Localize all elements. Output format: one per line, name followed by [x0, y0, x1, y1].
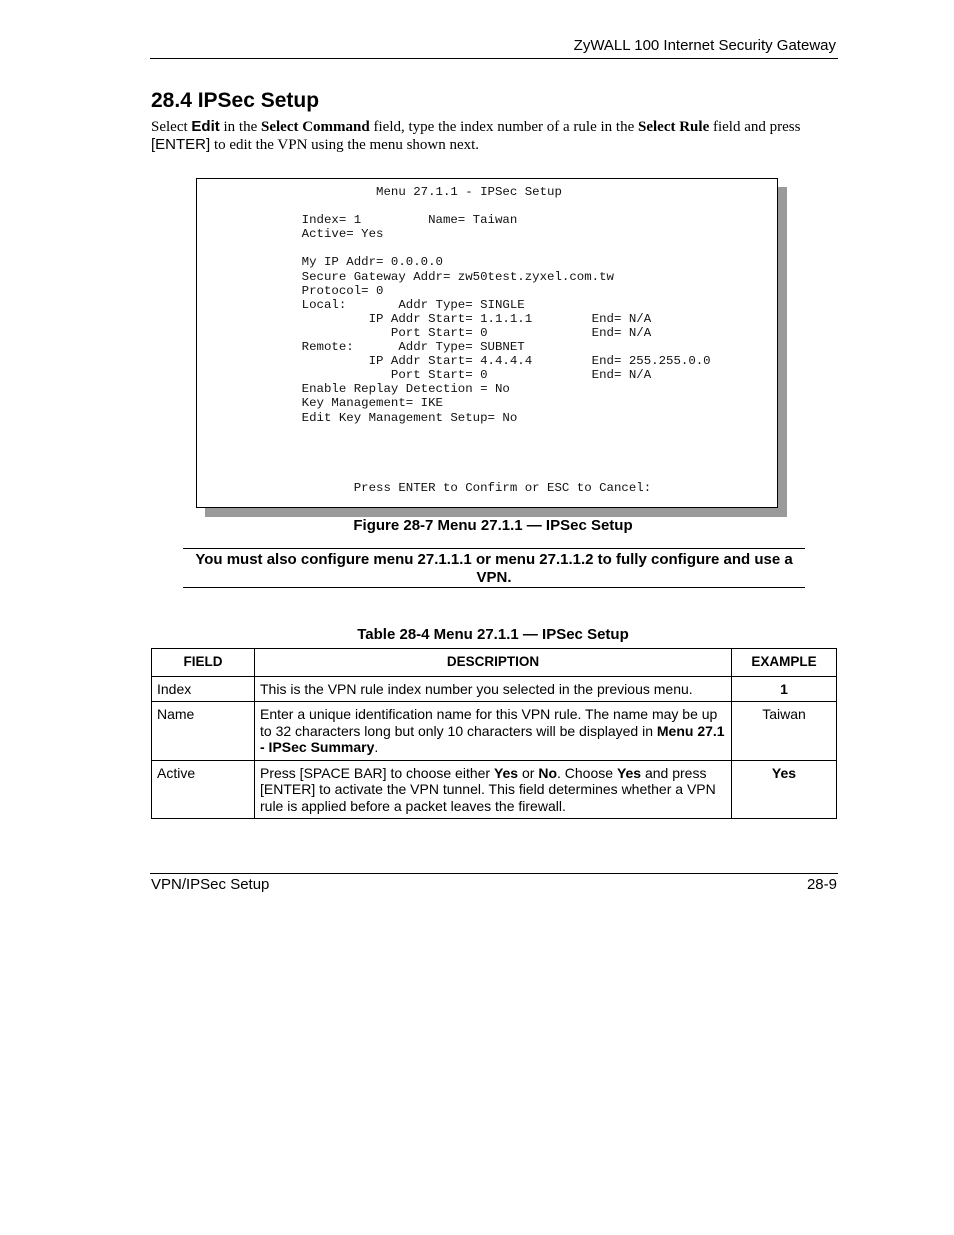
desc-text: . Choose: [557, 764, 617, 781]
page-number: 28-9: [806, 876, 837, 893]
desc-bold-term: Yes: [493, 764, 519, 781]
note-text: You must also configure menu 27.1.1.1 or menu 27.1.1.2 to fully configure and use a VPN.: [195, 551, 793, 586]
row-field: Name: [152, 702, 255, 761]
intro-text-3: field, type the index number of a rule in the: [369, 119, 638, 135]
intro-text-1: Select: [151, 119, 192, 135]
table-row: [152, 676, 837, 702]
intro-edit-term: Edit: [191, 118, 220, 135]
desc-bold-term: Yes: [616, 764, 642, 781]
field-table: [151, 648, 837, 819]
header-rule: [150, 58, 838, 59]
intro-select-command-term: Select Command: [261, 119, 370, 135]
intro-paragraph: [151, 118, 841, 154]
row-example: Yes: [732, 760, 837, 819]
header-description: DESCRIPTION: [255, 649, 732, 677]
row-example: 1: [732, 676, 837, 702]
terminal-screen: [196, 178, 778, 508]
footer-rule: [150, 873, 838, 874]
table-header-row: [152, 649, 837, 677]
desc-text: Press [SPACE BAR] to choose either: [260, 764, 494, 781]
note-box: [183, 548, 805, 588]
table-caption: Table 28-4 Menu 27.1.1 — IPSec Setup: [357, 626, 629, 643]
desc-bold-term: No: [538, 764, 557, 781]
footer-chapter: VPN/IPSec Setup: [151, 876, 270, 893]
table-row: [152, 702, 837, 761]
row-description: [255, 702, 732, 761]
intro-select-rule-term: Select Rule: [638, 119, 710, 135]
intro-enter-key: [ENTER]: [151, 136, 211, 153]
intro-text-2: in the: [219, 119, 261, 135]
header-field: FIELD: [152, 649, 255, 677]
desc-bold-term: Menu 27.1 - IPSec Summary: [260, 722, 725, 755]
row-example: Taiwan: [732, 702, 837, 761]
section-title: 28.4 IPSec Setup: [151, 89, 320, 112]
header-example: EXAMPLE: [732, 649, 837, 677]
desc-text: and press [ENTER] to activate the VPN tunnel. This field determines whether a VPN rule is applied before a packet leaves the firewall.: [260, 764, 716, 814]
row-description: [255, 760, 732, 819]
desc-text: or: [518, 764, 539, 781]
desc-text: This is the VPN rule index number you selected in the previous menu.: [260, 680, 693, 697]
intro-text-5: to edit the VPN using the menu shown next.: [210, 137, 480, 153]
desc-text: .: [374, 739, 379, 755]
desc-text: Enter a unique identification name for this VPN rule. The name may be up to 32 characters long but only 10 characters will be displayed in: [260, 706, 718, 739]
row-field: Active: [152, 760, 255, 819]
figure-caption: Figure 28-7 Menu 27.1.1 — IPSec Setup: [353, 517, 633, 534]
intro-text-4: field and press: [709, 119, 801, 135]
terminal-menu-text: Menu 27.1.1 - IPSec Setup Index= 1 Name= Taiwan Active= Yes My IP Addr= 0.0.0.0 Secure Gateway Addr= zw50test.zyxel.com.tw Protocol= 0 Local: Addr Type= SINGLE IP Addr Start= 1.1.1.1 End= N/A Port Start= 0 End= N/A Remote: Addr Type= SUBNET IP Addr Start= 4.4.4.4 End= 255.255.0.0 Port Start= 0 End= N/A Enable Replay Detection = No Key Management= IKE Edit Key Management Setup= No Press ENTER to Confirm or ESC to Cancel:: [301, 185, 711, 495]
row-description: [255, 676, 732, 702]
table-row: [152, 760, 837, 819]
row-field: Index: [152, 676, 255, 702]
running-header: ZyWALL 100 Internet Security Gateway: [573, 37, 836, 54]
